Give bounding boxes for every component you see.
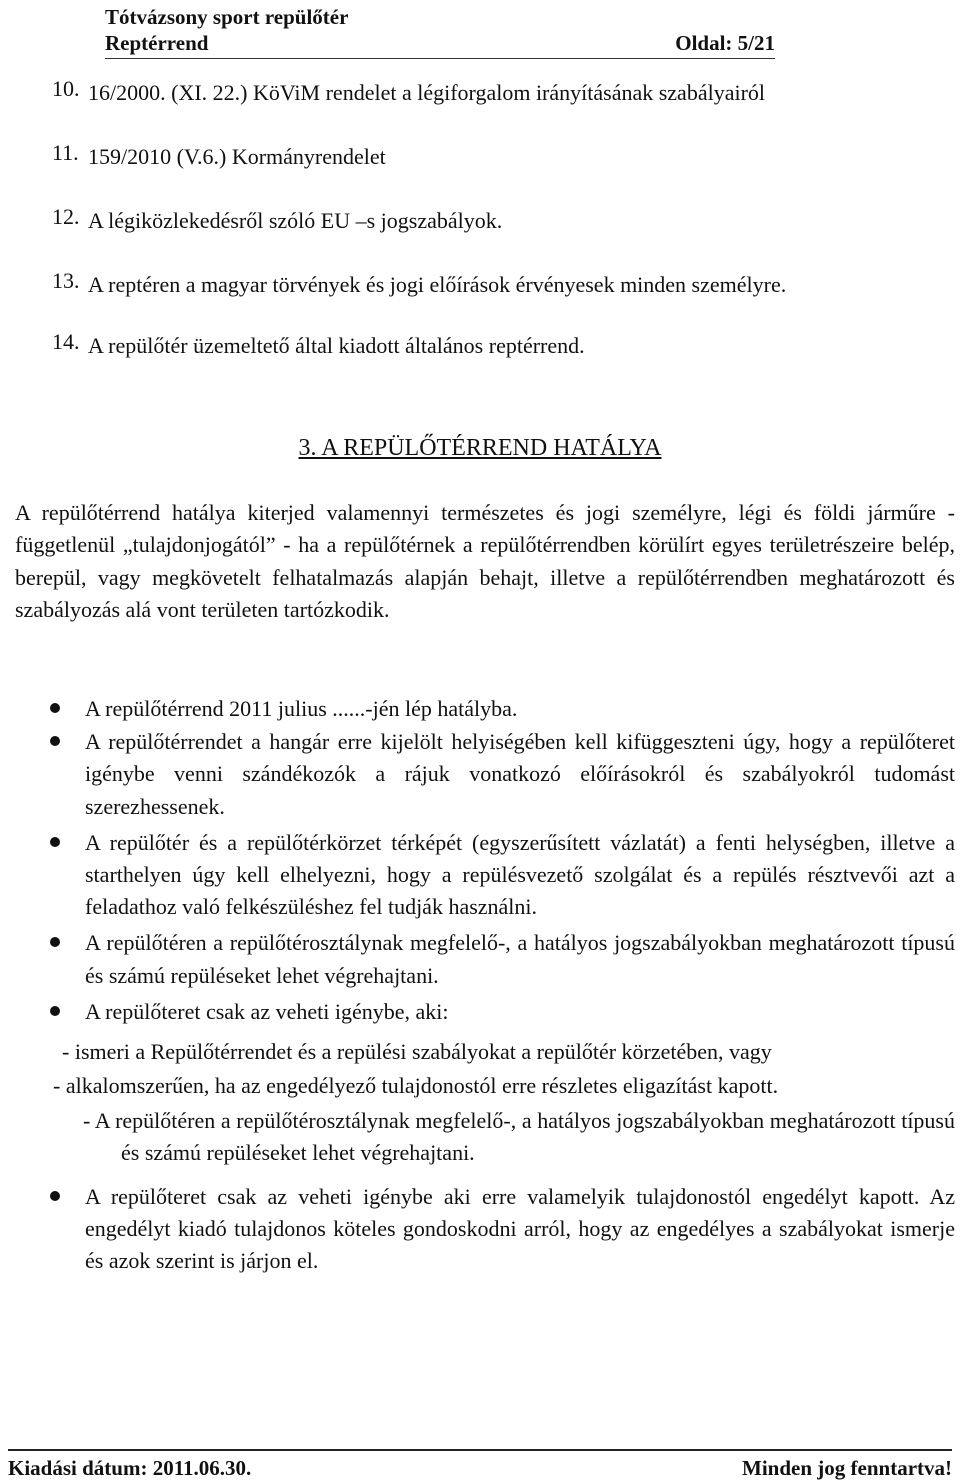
list-item-number: 13. [52,268,80,293]
list-item-text: A légiközlekedésről szóló EU –s jogszabályok. [88,208,503,233]
list-item-text: 159/2010 (V.6.) Kormányrendelet [88,144,386,169]
section-heading [0,432,960,464]
issue-date: Kiadási dátum: 2011.06.30. [8,1456,252,1480]
list-item-number: 12. [52,204,80,229]
bullet-item [50,726,955,823]
header-row [105,30,775,56]
condition-item: - ismeri a Repülőtérrendet és a repülési szabályokat a repülőtér körzetében, vagy [62,1039,772,1065]
bullet-text: A repülőtérrend 2011 julius ......-jén lép hatályba. [85,696,518,721]
condition-item: - A repülőtéren a repülőtérosztálynak megfelelő-, a hatályos jogszabályokban meghatározott típusú és számú repüléseket lehet végrehajtani. [83,1107,955,1166]
bullet-list [50,693,955,1277]
list-item [52,329,932,362]
bullet-text: A repülőtér és a repülőtérkörzet térképét (egyszerűsített vázlatát) a fenti helységben, illetve a starthelyen úgy kell elhelyezni, hogy a repülésvezető szolgálat és a repülés résztvevői azt a feladathoz való felkészüléshez fel tudják használni. [85,829,955,920]
document-title: Tótvázsony sport repülőtér [105,5,349,29]
numbered-list [52,76,932,362]
page-number: Oldal: 5/21 [675,31,775,55]
list-item-number: 11. [52,140,79,165]
bullet-text: A repülőteret csak az veheti igénybe aki erre valamelyik tulajdonostól engedélyt kapott. Az engedélyt kiadó tulajdonos köteles gondoskodni arról, hogy az engedélyes a szabályokat ismerje és azok szerint is járjon el. [85,1183,955,1274]
bullet-text: A repülőteret csak az veheti igénybe, aki: [85,998,449,1024]
section-heading-text: 3. A REPÜLŐTÉRREND HATÁLYA [298,435,662,461]
bullet-text: A repülőtérrendet a hangár erre kijelölt helyiségében kell kifüggeszteni úgy, hogy a repülőteret igénybe venni szándékozók a rájuk vonatkozó előírásokról és szabályokról tudomást szerezhessenek. [85,729,955,819]
header-divider [105,58,775,59]
bullet-item [50,996,955,1028]
page-footer [8,1449,952,1481]
document-subtitle: Reptérrend [105,31,209,55]
list-item [52,76,932,109]
list-item-number: 10. [52,76,80,101]
list-item-text: 16/2000. (XI. 22.) KöViM rendelet a légiforgalom irányításának szabályairól [88,80,766,105]
bullet-item [50,927,955,991]
bullet-icon [50,1006,60,1016]
list-item-text: A reptéren a magyar törvények és jogi előírások érvényesek minden személyre. [88,272,787,297]
section-intro-paragraph: A repülőtérrend hatálya kiterjed valamennyi természetes és jogi személyre, légi és földi járműre - függetlenül „tulajdonjogától” - ha a repülőtérnek a repülőtérrendben körülírt egyes területrészeire belép, berepül, vagy megkövetelt felhatalmazás alapján behajt, illetve a repülőtérrendben meghatározott és szabályozás alá vont területen tartózkodik. [15,500,955,623]
bullet-item [50,827,955,924]
list-item-text: A repülőtér üzemeltető által kiadott általános reptérrend. [88,333,585,358]
condition-item: - alkalomszerűen, ha az engedélyező tulajdonostól erre részletes eligazítást kapott. [53,1073,779,1099]
bullet-icon [50,736,60,746]
bullet-icon [50,1191,60,1201]
page-header [105,4,775,56]
bullet-icon [50,837,60,847]
footer-row [8,1451,952,1481]
list-item [52,204,932,237]
copyright-notice: Minden jog fenntartva! [742,1456,952,1480]
bullet-item [50,693,955,725]
bullet-item [50,1181,955,1278]
bullet-text: A repülőtéren a repülőtérosztálynak megfelelő-, a hatályos jogszabályokban meghatározott típusú és számú repüléseket lehet végrehajtani. [85,930,955,988]
list-item [52,140,932,173]
bullet-icon [50,703,60,713]
list-item-number: 14. [52,329,80,354]
bullet-icon [50,937,60,947]
list-item [52,268,932,301]
